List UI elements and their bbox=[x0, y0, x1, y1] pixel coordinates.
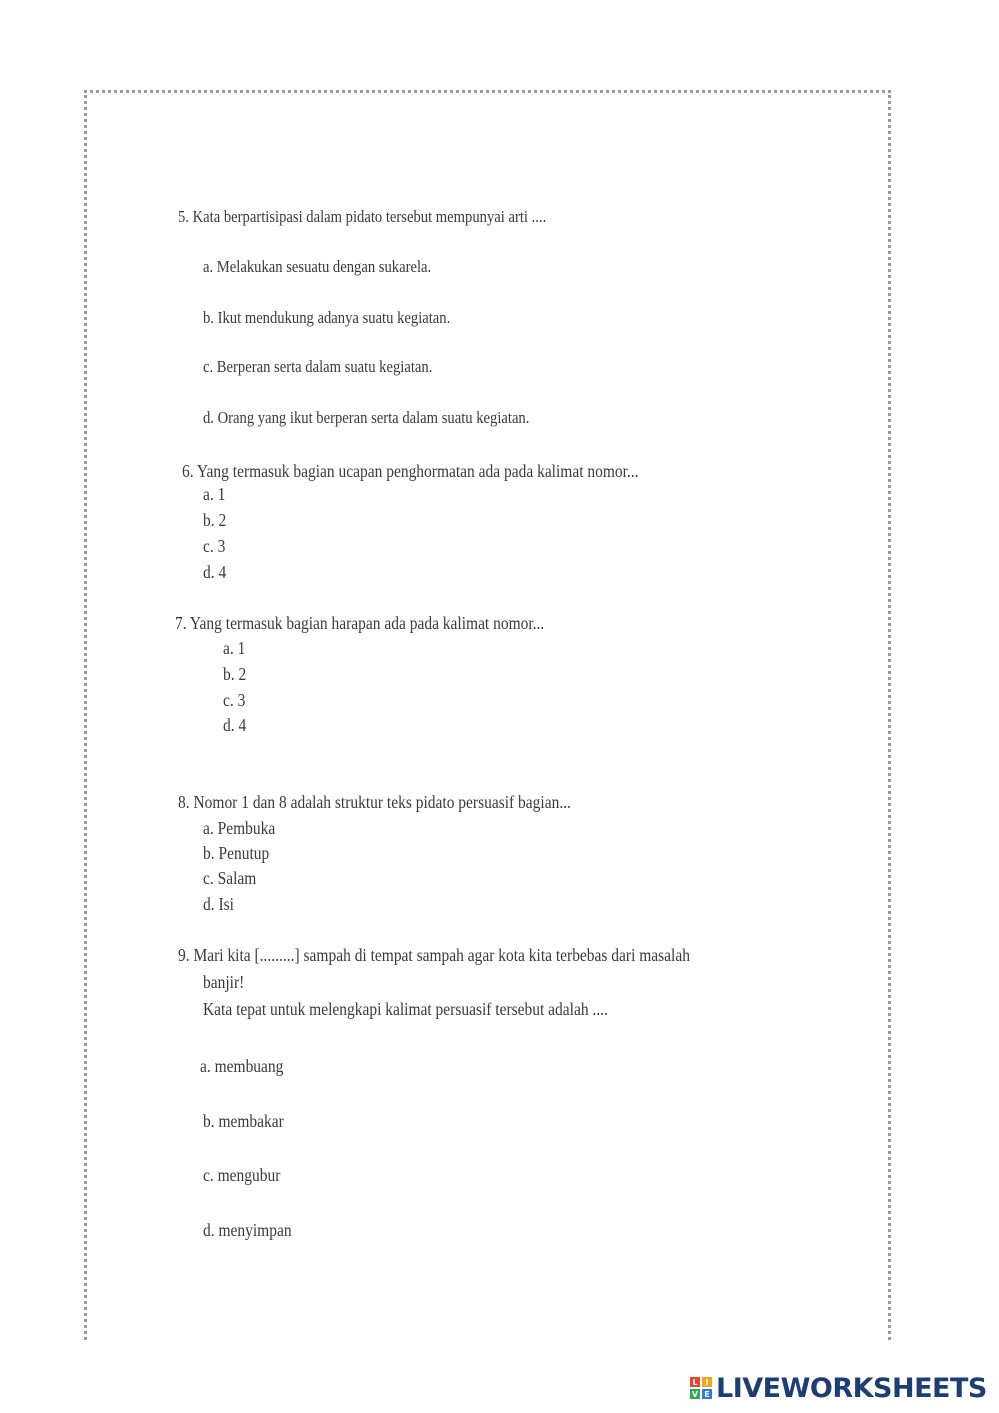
question-9-line-2: banjir! bbox=[203, 972, 245, 992]
option-letter: a. bbox=[223, 638, 234, 658]
question-7 bbox=[175, 613, 544, 634]
option-9a[interactable] bbox=[200, 1056, 283, 1077]
option-text: Berperan serta dalam suatu kegiatan. bbox=[216, 357, 433, 376]
option-letter: c. bbox=[203, 536, 214, 556]
option-8a[interactable] bbox=[203, 818, 275, 839]
option-7b[interactable] bbox=[223, 664, 246, 685]
option-5d[interactable] bbox=[203, 408, 529, 428]
option-letter: a. bbox=[203, 818, 214, 838]
question-number: 7. bbox=[175, 613, 187, 633]
logo-tile: I bbox=[702, 1377, 712, 1387]
option-letter: a. bbox=[203, 484, 214, 504]
option-text: Orang yang ikut berperan serta dalam suatu kegiatan. bbox=[217, 408, 530, 427]
question-number: 8. bbox=[178, 792, 190, 812]
question-5 bbox=[178, 207, 546, 227]
logo-icon bbox=[690, 1377, 712, 1399]
logo-tile: E bbox=[702, 1389, 712, 1399]
question-text: Nomor 1 dan 8 adalah struktur teks pidato persuasif bagian... bbox=[193, 792, 571, 812]
question-number: 5. bbox=[178, 207, 189, 226]
question-9 bbox=[178, 945, 690, 966]
page-border bbox=[84, 90, 891, 1340]
option-6d[interactable] bbox=[203, 562, 226, 583]
option-text: 4 bbox=[218, 562, 227, 582]
option-text: Ikut mendukung adanya suatu kegiatan. bbox=[217, 308, 451, 327]
option-6c[interactable] bbox=[203, 536, 225, 557]
option-5a[interactable] bbox=[203, 257, 431, 277]
option-5c[interactable] bbox=[203, 357, 432, 377]
question-8 bbox=[178, 792, 571, 813]
option-letter: c. bbox=[203, 1165, 214, 1185]
option-letter: d. bbox=[203, 894, 215, 914]
question-text: Mari kita [.........] sampah di tempat sampah agar kota kita terbebas dari masalah bbox=[193, 945, 690, 965]
option-9c[interactable] bbox=[203, 1165, 280, 1186]
option-letter: d. bbox=[203, 562, 215, 582]
option-letter: b. bbox=[203, 843, 215, 863]
option-text: Isi bbox=[218, 894, 234, 914]
logo-tile: L bbox=[690, 1377, 700, 1387]
question-number: 6. bbox=[182, 461, 194, 481]
option-8d[interactable] bbox=[203, 894, 234, 915]
option-9b[interactable] bbox=[203, 1111, 284, 1132]
logo-text: LIVEWORKSHEETS bbox=[716, 1372, 987, 1404]
option-text: Pembuka bbox=[217, 818, 276, 838]
option-8c[interactable] bbox=[203, 868, 256, 889]
option-letter: d. bbox=[203, 408, 214, 427]
question-number: 9. bbox=[178, 945, 190, 965]
option-text: 1 bbox=[237, 638, 246, 658]
question-text: Kata berpartisipasi dalam pidato tersebut mempunyai arti .... bbox=[192, 207, 547, 226]
option-letter: b. bbox=[223, 664, 235, 684]
option-text: 3 bbox=[217, 536, 226, 556]
option-letter: d. bbox=[223, 715, 235, 735]
option-text: 4 bbox=[238, 715, 247, 735]
logo-tile: V bbox=[691, 1389, 699, 1399]
option-6a[interactable] bbox=[203, 484, 225, 505]
option-letter: b. bbox=[203, 308, 214, 327]
option-text: Salam bbox=[217, 868, 257, 888]
option-text: 1 bbox=[217, 484, 226, 504]
option-letter: b. bbox=[203, 1111, 215, 1131]
option-7a[interactable] bbox=[223, 638, 245, 659]
question-text: Yang termasuk bagian ucapan penghormatan ada pada kalimat nomor... bbox=[196, 461, 639, 481]
option-6b[interactable] bbox=[203, 510, 226, 531]
liveworksheets-logo[interactable] bbox=[690, 1370, 987, 1406]
option-text: membakar bbox=[218, 1111, 284, 1131]
option-text: 3 bbox=[237, 690, 246, 710]
option-text: Penutup bbox=[218, 843, 270, 863]
option-letter: a. bbox=[203, 257, 214, 276]
option-letter: c. bbox=[223, 690, 234, 710]
question-9-line-3: Kata tepat untuk melengkapi kalimat persuasif tersebut adalah .... bbox=[203, 999, 608, 1019]
option-text: mengubur bbox=[217, 1165, 281, 1185]
option-text: 2 bbox=[218, 510, 227, 530]
option-8b[interactable] bbox=[203, 843, 269, 864]
question-6 bbox=[182, 461, 639, 482]
option-7d[interactable] bbox=[223, 715, 246, 736]
option-letter: c. bbox=[203, 868, 214, 888]
option-letter: a. bbox=[200, 1056, 211, 1076]
option-letter: d. bbox=[203, 1220, 215, 1240]
option-text: menyimpan bbox=[218, 1220, 292, 1240]
option-letter: b. bbox=[203, 510, 215, 530]
option-text: 2 bbox=[238, 664, 247, 684]
option-text: Melakukan sesuatu dengan sukarela. bbox=[216, 257, 432, 276]
question-text: Yang termasuk bagian harapan ada pada kalimat nomor... bbox=[189, 613, 545, 633]
option-text: membuang bbox=[214, 1056, 284, 1076]
option-5b[interactable] bbox=[203, 308, 450, 328]
option-7c[interactable] bbox=[223, 690, 245, 711]
option-letter: c. bbox=[203, 357, 214, 376]
option-9d[interactable] bbox=[203, 1220, 292, 1241]
